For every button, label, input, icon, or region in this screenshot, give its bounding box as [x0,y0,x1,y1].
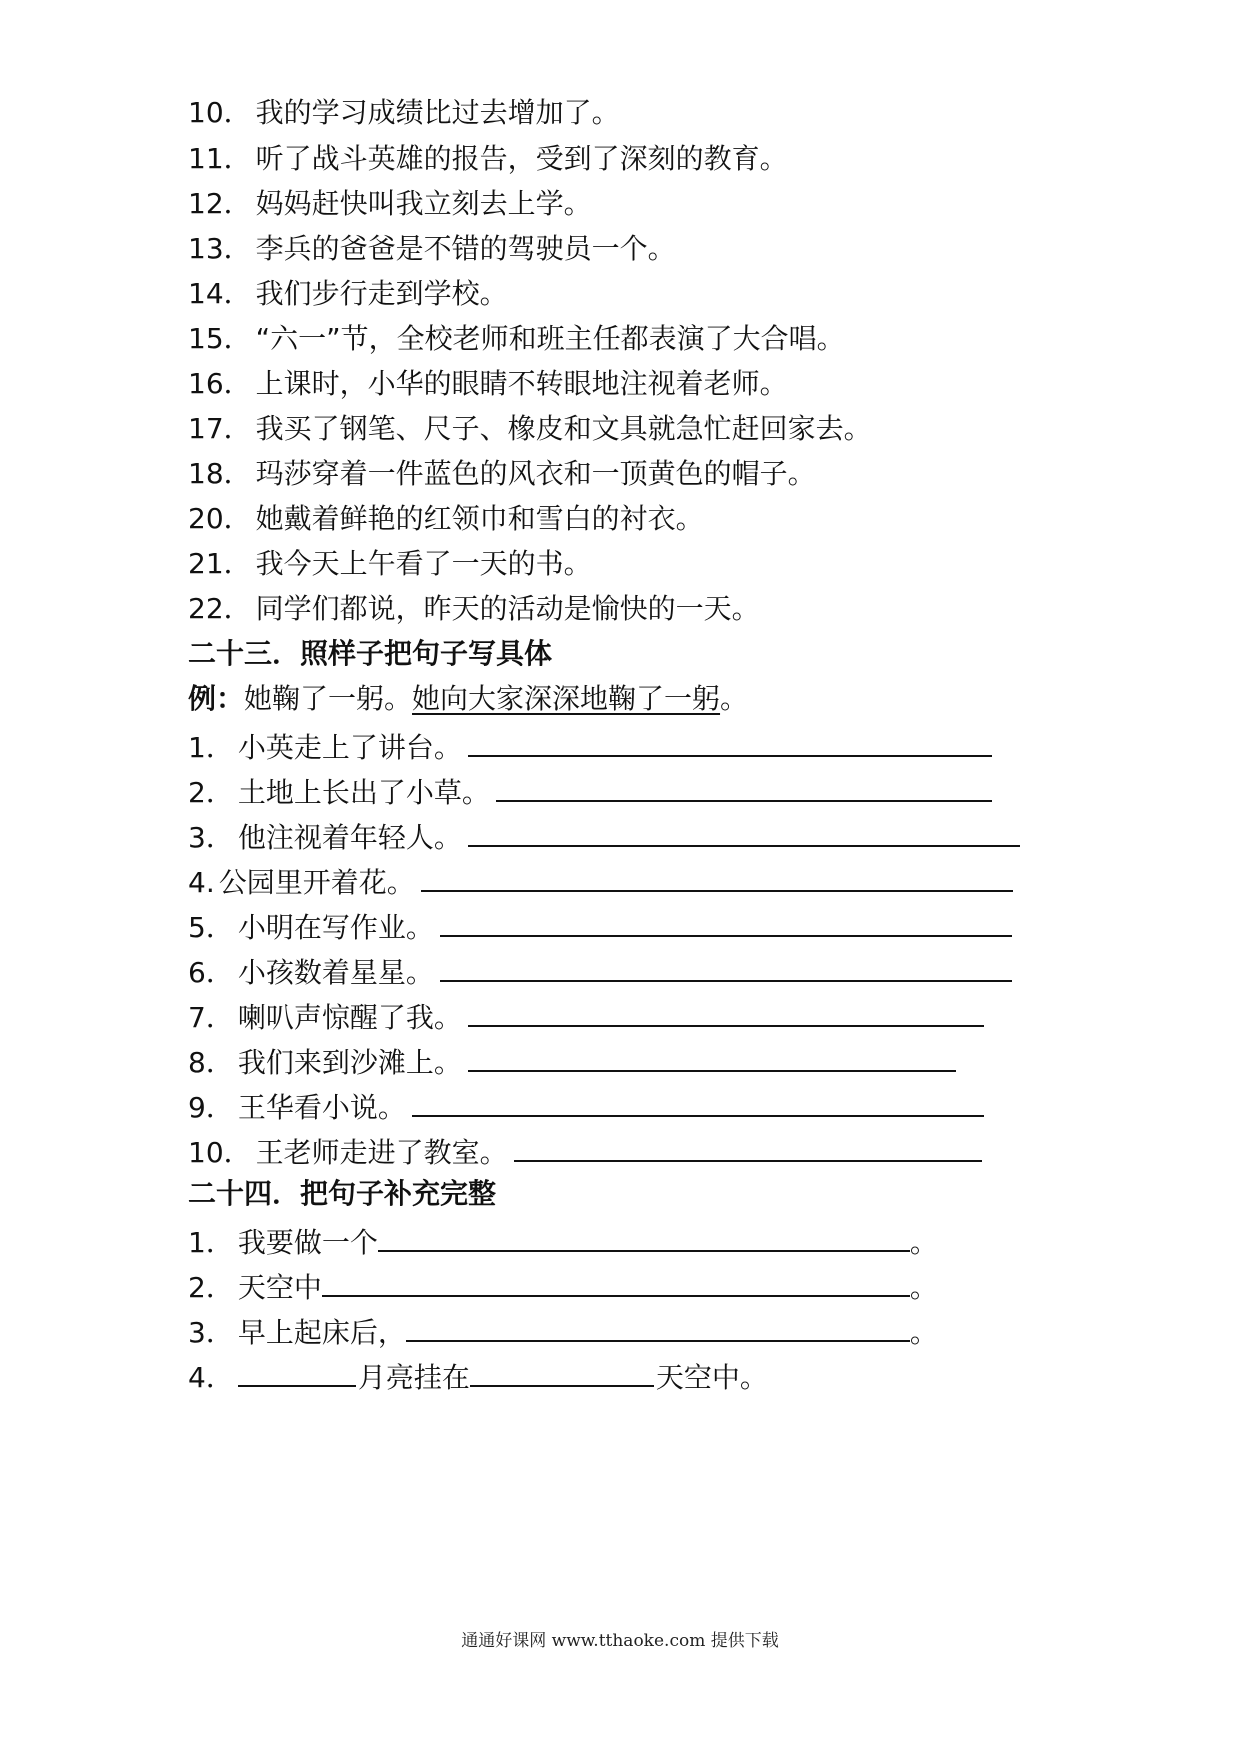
answer-blank[interactable] [322,1259,910,1297]
answer-blank[interactable] [514,1124,982,1162]
list-item: 9． 王华看小说。 [188,1079,984,1129]
list-item: 16． 上课时，小华的眼睛不转眼地注视着老师。 [188,367,788,400]
list-item: 21． 我今天上午看了一天的书。 [188,547,592,580]
answer-blank[interactable] [468,809,1020,847]
list-item: 5． 小明在写作业。 [188,899,1012,949]
example-answer: 她向大家深深地鞠了一躬 [412,682,721,715]
list-item: 3． 他注视着年轻人。 [188,809,1020,859]
example-label: 例： [188,682,245,715]
answer-blank[interactable] [468,989,984,1027]
list-item: 7． 喇叭声惊醒了我。 [188,989,984,1039]
footer-credit: 通通好课网 www.tthaoke.com 提供下载 [461,1631,779,1651]
answer-blank[interactable] [238,1349,356,1387]
list-item: 10． 王老师走进了教室。 [188,1124,982,1174]
list-item: 12． 妈妈赶快叫我立刻去上学。 [188,187,592,220]
answer-blank[interactable] [440,899,1012,937]
answer-blank[interactable] [468,719,992,757]
list-item: 15． “六一”节，全校老师和班主任都表演了大合唱。 [188,322,845,355]
section-24-title: 二十四．把句子补充完整 [188,1177,497,1210]
list-item: 13． 李兵的爸爸是不错的驾驶员一个。 [188,232,676,265]
list-item: 10． 我的学习成绩比过去增加了。 [188,96,620,129]
list-item: 1． 小英走上了讲台。 [188,719,992,769]
list-item: 4． 月亮挂在 天空中。 [188,1349,768,1399]
answer-blank[interactable] [406,1304,910,1342]
list-item: 14． 我们步行走到学校。 [188,277,508,310]
list-item: 4. 公园里开着花。 [188,854,1013,904]
answer-blank[interactable] [470,1349,654,1387]
list-item: 3． 早上起床后， 。 [188,1304,938,1354]
answer-blank[interactable] [440,944,1012,982]
answer-blank[interactable] [412,1079,984,1117]
example-text: 她鞠了一躬。 [244,682,413,715]
list-item: 8． 我们来到沙滩上。 [188,1034,956,1084]
example-sentence [188,674,748,724]
section-23-title: 二十三．照样子把句子写具体 [188,637,553,670]
list-item: 11． 听了战斗英雄的报告，受到了深刻的教育。 [188,142,788,175]
list-item: 6． 小孩数着星星。 [188,944,1012,994]
answer-blank[interactable] [496,764,992,802]
answer-blank[interactable] [378,1214,910,1252]
list-item: 2． 土地上长出了小草。 [188,764,992,814]
list-item: 17． 我买了钢笔、尺子、橡皮和文具就急忙赶回家去。 [188,412,872,445]
list-item: 20． 她戴着鲜艳的红领巾和雪白的衬衣。 [188,502,704,535]
example-end: 。 [720,682,749,715]
list-item: 2． 天空中 。 [188,1259,938,1309]
answer-blank[interactable] [421,854,1013,892]
list-item: 18． 玛莎穿着一件蓝色的风衣和一顶黄色的帽子。 [188,457,816,490]
answer-blank[interactable] [468,1034,956,1072]
list-item: 22． 同学们都说，昨天的活动是愉快的一天。 [188,592,760,625]
list-item: 1． 我要做一个 。 [188,1214,938,1264]
